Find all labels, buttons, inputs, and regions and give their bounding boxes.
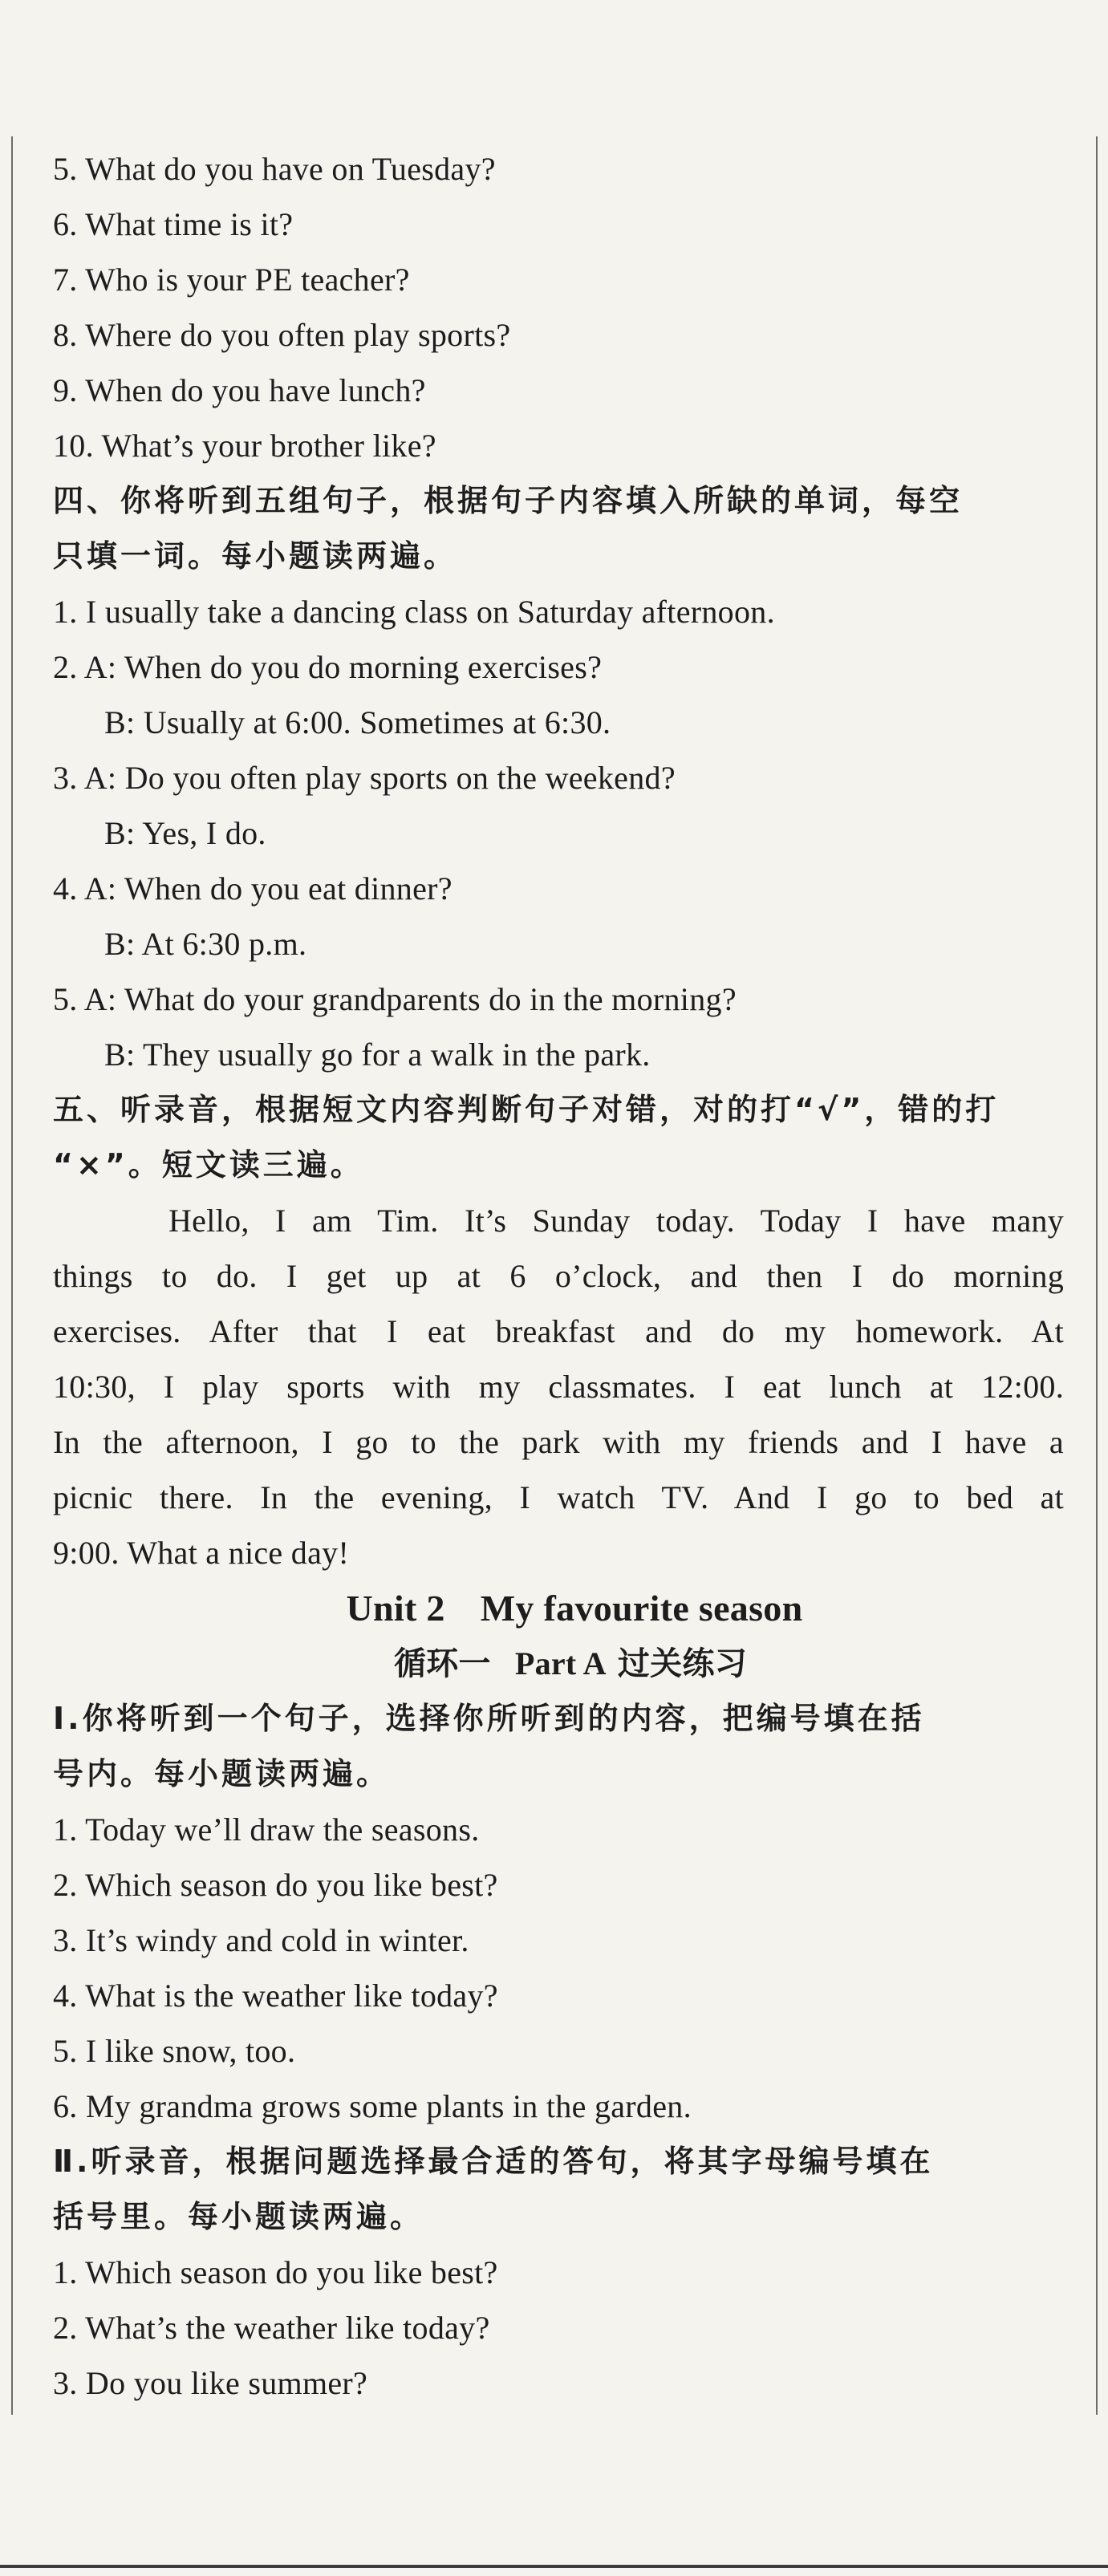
question-line: 10. What’s your brother like?	[53, 428, 436, 464]
passage-line: things to do. I get up at 6 o’clock, and then I do morning	[53, 1258, 1064, 1294]
script-line: 2. Which season do you like best?	[53, 1867, 498, 1903]
section-heading: 四、你将听到五组句子，根据句子内容填入所缺的单词，每空	[53, 483, 964, 518]
subtitle-part: Part A	[514, 1645, 607, 1681]
passage-line: 10:30, I play sports with my classmates. I eat lunch at 12:00.	[53, 1369, 1064, 1405]
section-heading: “×”。短文读三遍。	[53, 1147, 364, 1183]
script-line: B: Usually at 6:00. Sometimes at 6:30.	[104, 704, 611, 740]
passage-line: In the afternoon, I go to the park with my friends and I have a	[53, 1424, 1064, 1460]
script-line: 4. What is the weather like today?	[53, 1978, 498, 2014]
section-heading: Ⅱ.听录音，根据问题选择最合适的答句，将其字母编号填在	[53, 2144, 934, 2179]
script-line: 2. What’s the weather like today?	[53, 2310, 490, 2346]
section-heading: 五、听录音，根据短文内容判断句子对错，对的打“√”，错的打	[53, 1092, 1000, 1127]
page-content	[53, 141, 1064, 2411]
question-line: 9. When do you have lunch?	[53, 372, 426, 408]
script-line: 3. It’s windy and cold in winter.	[53, 1922, 469, 1958]
unit-name: My favourite season	[480, 1588, 803, 1629]
passage-line: exercises. After that I eat breakfast and do my homework. At	[53, 1313, 1064, 1349]
section-heading: 号内。每小题读两遍。	[53, 1756, 391, 1791]
script-line: 1. Today we’ll draw the seasons.	[53, 1811, 480, 1848]
script-line: 1. Which season do you like best?	[53, 2254, 498, 2290]
bottom-rule	[0, 2565, 1108, 2568]
question-line: 7. Who is your PE teacher?	[53, 262, 410, 298]
section-heading: 只填一词。每小题读两遍。	[53, 538, 458, 574]
passage-line: Hello, I am Tim. It’s Sunday today. Today I have many	[168, 1203, 1064, 1239]
script-line: B: Yes, I do.	[104, 815, 266, 851]
question-line: 6. What time is it?	[53, 206, 294, 242]
script-line: 4. A: When do you eat dinner?	[53, 870, 453, 907]
script-line: 3. A: Do you often play sports on the weekend?	[53, 760, 676, 796]
script-line: 6. My grandma grows some plants in the garden.	[53, 2088, 692, 2124]
right-margin-rule	[1096, 136, 1098, 2415]
script-line: 3. Do you like summer?	[53, 2365, 368, 2401]
section-heading: 括号里。每小题读两遍。	[53, 2199, 424, 2234]
section-heading: Ⅰ.你将听到一个句子，选择你所听到的内容，把编号填在括	[53, 1701, 925, 1736]
script-line: 5. I like snow, too.	[53, 2033, 296, 2069]
subtitle-prefix: 循环一	[393, 1645, 491, 1682]
script-line: 2. A: When do you do morning exercises?	[53, 649, 603, 685]
unit-title	[53, 1580, 1064, 1636]
left-margin-rule	[11, 136, 13, 2415]
question-line: 5. What do you have on Tuesday?	[53, 151, 496, 187]
subtitle-suffix: 过关练习	[617, 1645, 748, 1682]
script-line: 5. A: What do your grandparents do in the morning?	[53, 981, 737, 1017]
script-line: B: At 6:30 p.m.	[104, 926, 307, 962]
unit-label: Unit 2	[346, 1588, 445, 1629]
unit-subtitle	[53, 1636, 1064, 1691]
script-line: B: They usually go for a walk in the park.	[104, 1036, 651, 1073]
passage-line: 9:00. What a nice day!	[53, 1535, 350, 1571]
passage-line: picnic there. In the evening, I watch TV. And I go to bed at	[53, 1479, 1064, 1515]
question-line: 8. Where do you often play sports?	[53, 317, 511, 353]
script-line: 1. I usually take a dancing class on Saturday afternoon.	[53, 594, 775, 630]
